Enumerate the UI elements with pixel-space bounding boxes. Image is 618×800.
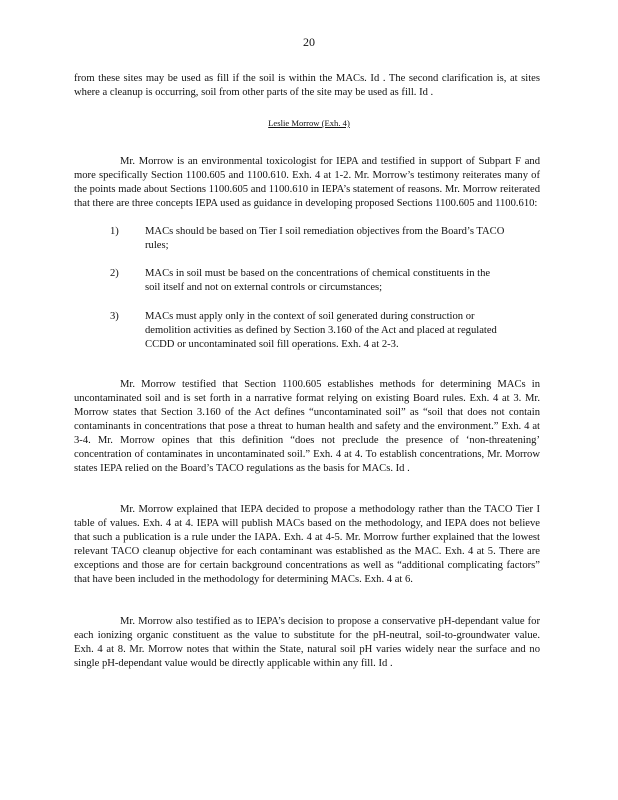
paragraph-morrow-intro: Mr. Morrow is an environmental toxicologist for IEPA and testified in support of Subpart F and more specifically Section 1100.605 and 1100.610. Exh. 4 at 1-2. Mr. Morrow’s testimony reiterates many of the points made about Sections 1100.605 and 1100.610 in IEPA’s statement of reasons. Mr. Morrow reiterated that there are three concepts IEPA used as guidance in developing proposed Sections 1100.605 and 1100.610: (74, 156, 540, 209)
paragraph-methodology: Mr. Morrow explained that IEPA decided to propose a methodology rather than the TACO Tier I table of values. Exh. 4 at 4. IEPA will publish MACs based on the methodology, and IEPA does not believe that such a publication is a rule under the IAPA. Exh. 4 at 4-5. Mr. Morrow further explained that the lowest relevant TACO cleanup objective for each contaminant was established as the MAC. Exh. 4 at 5. There are exceptions and those are for certain background concentrations as well as “additional complicating factors” that have been included in the methodology for determining MACs. Exh. 4 at 6. (74, 504, 540, 585)
concept-number: 1) (110, 226, 119, 237)
paragraph-ph-dependant: Mr. Morrow also testified as to IEPA’s decision to propose a conservative pH-dependant value for each ionizing organic constituent as the value to substitute for the pH-neutral, soil-to-groundwater value. Exh. 4 at 8. Mr. Morrow notes that within the State, natural soil pH varies widely near the surface and no single pH-dependant value would be directly applicable within any fill. Id . (74, 616, 540, 669)
concept-text: MACs should be based on Tier I soil remediation objectives from the Board’s TACO rules; (145, 226, 505, 251)
concept-number: 3) (110, 311, 119, 322)
page-number: 20 (303, 35, 315, 49)
concept-text: MACs in soil must be based on the concentrations of chemical constituents in the soil itself and not on external controls or circumstances; (145, 268, 491, 293)
section-heading: Leslie Morrow (Exh. 4) (268, 118, 350, 128)
intro-paragraph: from these sites may be used as fill if the soil is within the MACs. Id . The second clarification is, at sites where a cleanup is occurring, soil from other parts of the site may be used as fill. Id . (74, 73, 540, 98)
concept-text: MACs must apply only in the context of soil generated during construction or demolition activities as defined by Section 3.160 of the Act and placed at regulated CCDD or uncontaminated soil fill operations. Exh. 4 at 2-3. (145, 311, 497, 350)
concept-number: 2) (110, 268, 119, 279)
paragraph-section-1100-605: Mr. Morrow testified that Section 1100.605 establishes methods for determining MACs in uncontaminated soil and is set forth in a narrative format relying on existing Board rules. Exh. 4 at 3. Mr. Morrow states that Section 3.160 of the Act defines “uncontaminated soil” as “soil that does not contain contaminants in concentrations that pose a threat to human health and safety and the environment.” Exh. 4 at 3-4. Mr. Morrow opines that this definition “does not preclude the presence of ‘non-threatening’ concentration of contaminates in uncontaminated soil.” Exh. 4 at 4. To establish concentrations, Mr. Morrow states IEPA relied on the Board’s TACO regulations as the basis for MACs. Id . (74, 379, 540, 474)
